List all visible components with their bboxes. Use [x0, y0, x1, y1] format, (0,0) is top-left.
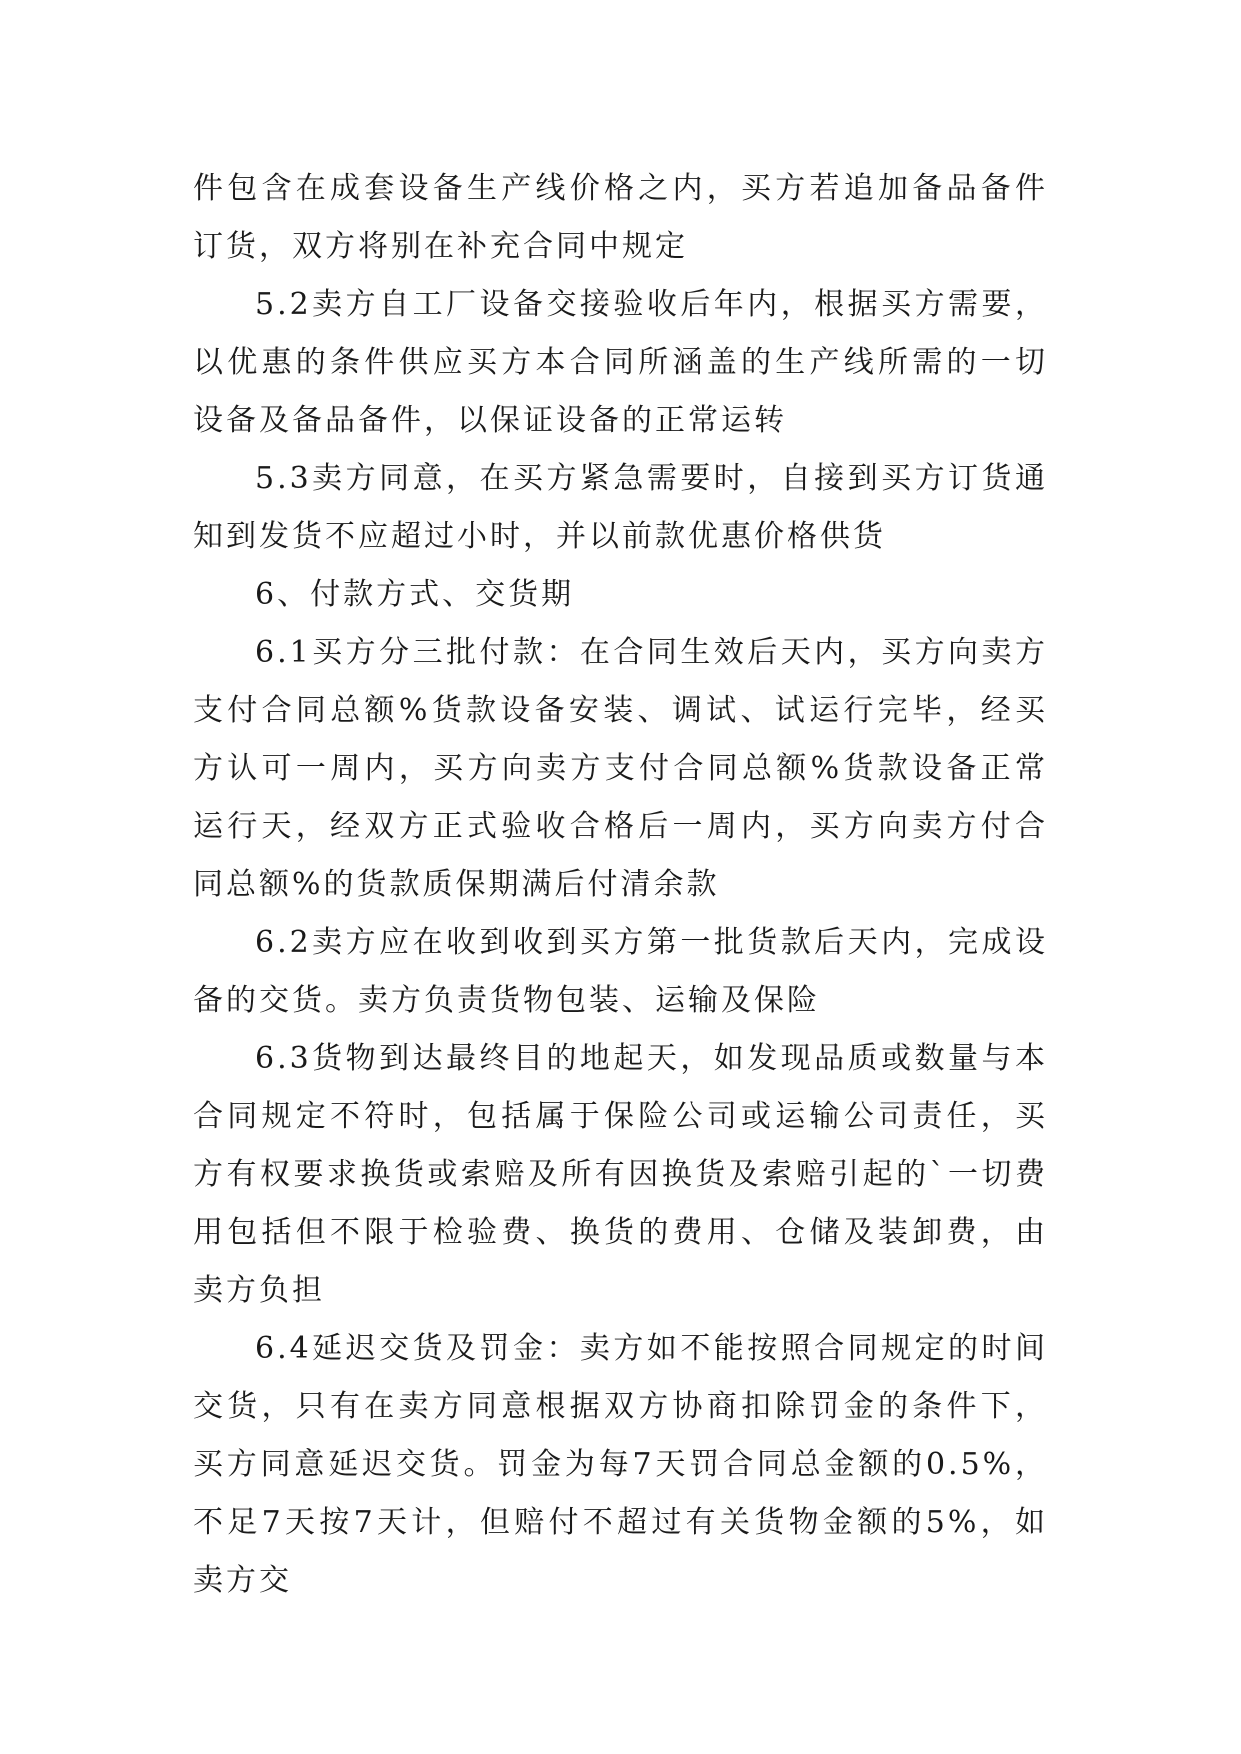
- paragraph-6-4: 6.4延迟交货及罚金：卖方如不能按照合同规定的时间交货，只有在卖方同意根据双方协商扣除罚金的条件下，买方同意延迟交货。罚金为每7天罚合同总金额的0.5%，不足7天按7天计，但赔付不超过有关货物金额的5%，如卖方交: [193, 1331, 1048, 1598]
- document-body: [193, 160, 1048, 1610]
- section-heading-6: 6、付款方式、交货期: [255, 577, 575, 612]
- paragraph-5-2: 5.2卖方自工厂设备交接验收后年内，根据买方需要，以优惠的条件供应买方本合同所涵盖的生产线所需的一切设备及备品备件，以保证设备的正常运转: [193, 287, 1048, 438]
- paragraph-continuation: 件包含在成套设备生产线价格之内，买方若追加备品备件订货，双方将别在补充合同中规定: [193, 171, 1048, 264]
- paragraph-6-2: 6.2卖方应在收到收到买方第一批货款后天内，完成设备的交货。卖方负责货物包装、运输及保险: [193, 925, 1048, 1018]
- paragraph-6-1: 6.1买方分三批付款：在合同生效后天内，买方向卖方支付合同总额%货款设备安装、调试、试运行完毕，经买方认可一周内，买方向卖方支付合同总额%货款设备正常运行天，经双方正式验收合格后一周内，买方向卖方付合同总额%的货款质保期满后付清余款: [193, 635, 1048, 902]
- paragraph-5-3: 5.3卖方同意，在买方紧急需要时，自接到买方订货通知到发货不应超过小时，并以前款优惠价格供货: [193, 461, 1048, 554]
- paragraph-6-3: 6.3货物到达最终目的地起天，如发现品质或数量与本合同规定不符时，包括属于保险公司或运输公司责任，买方有权要求换货或索赔及所有因换货及索赔引起的`一切费用包括但不限于检验费、换货的费用、仓储及装卸费，由卖方负担: [193, 1041, 1048, 1308]
